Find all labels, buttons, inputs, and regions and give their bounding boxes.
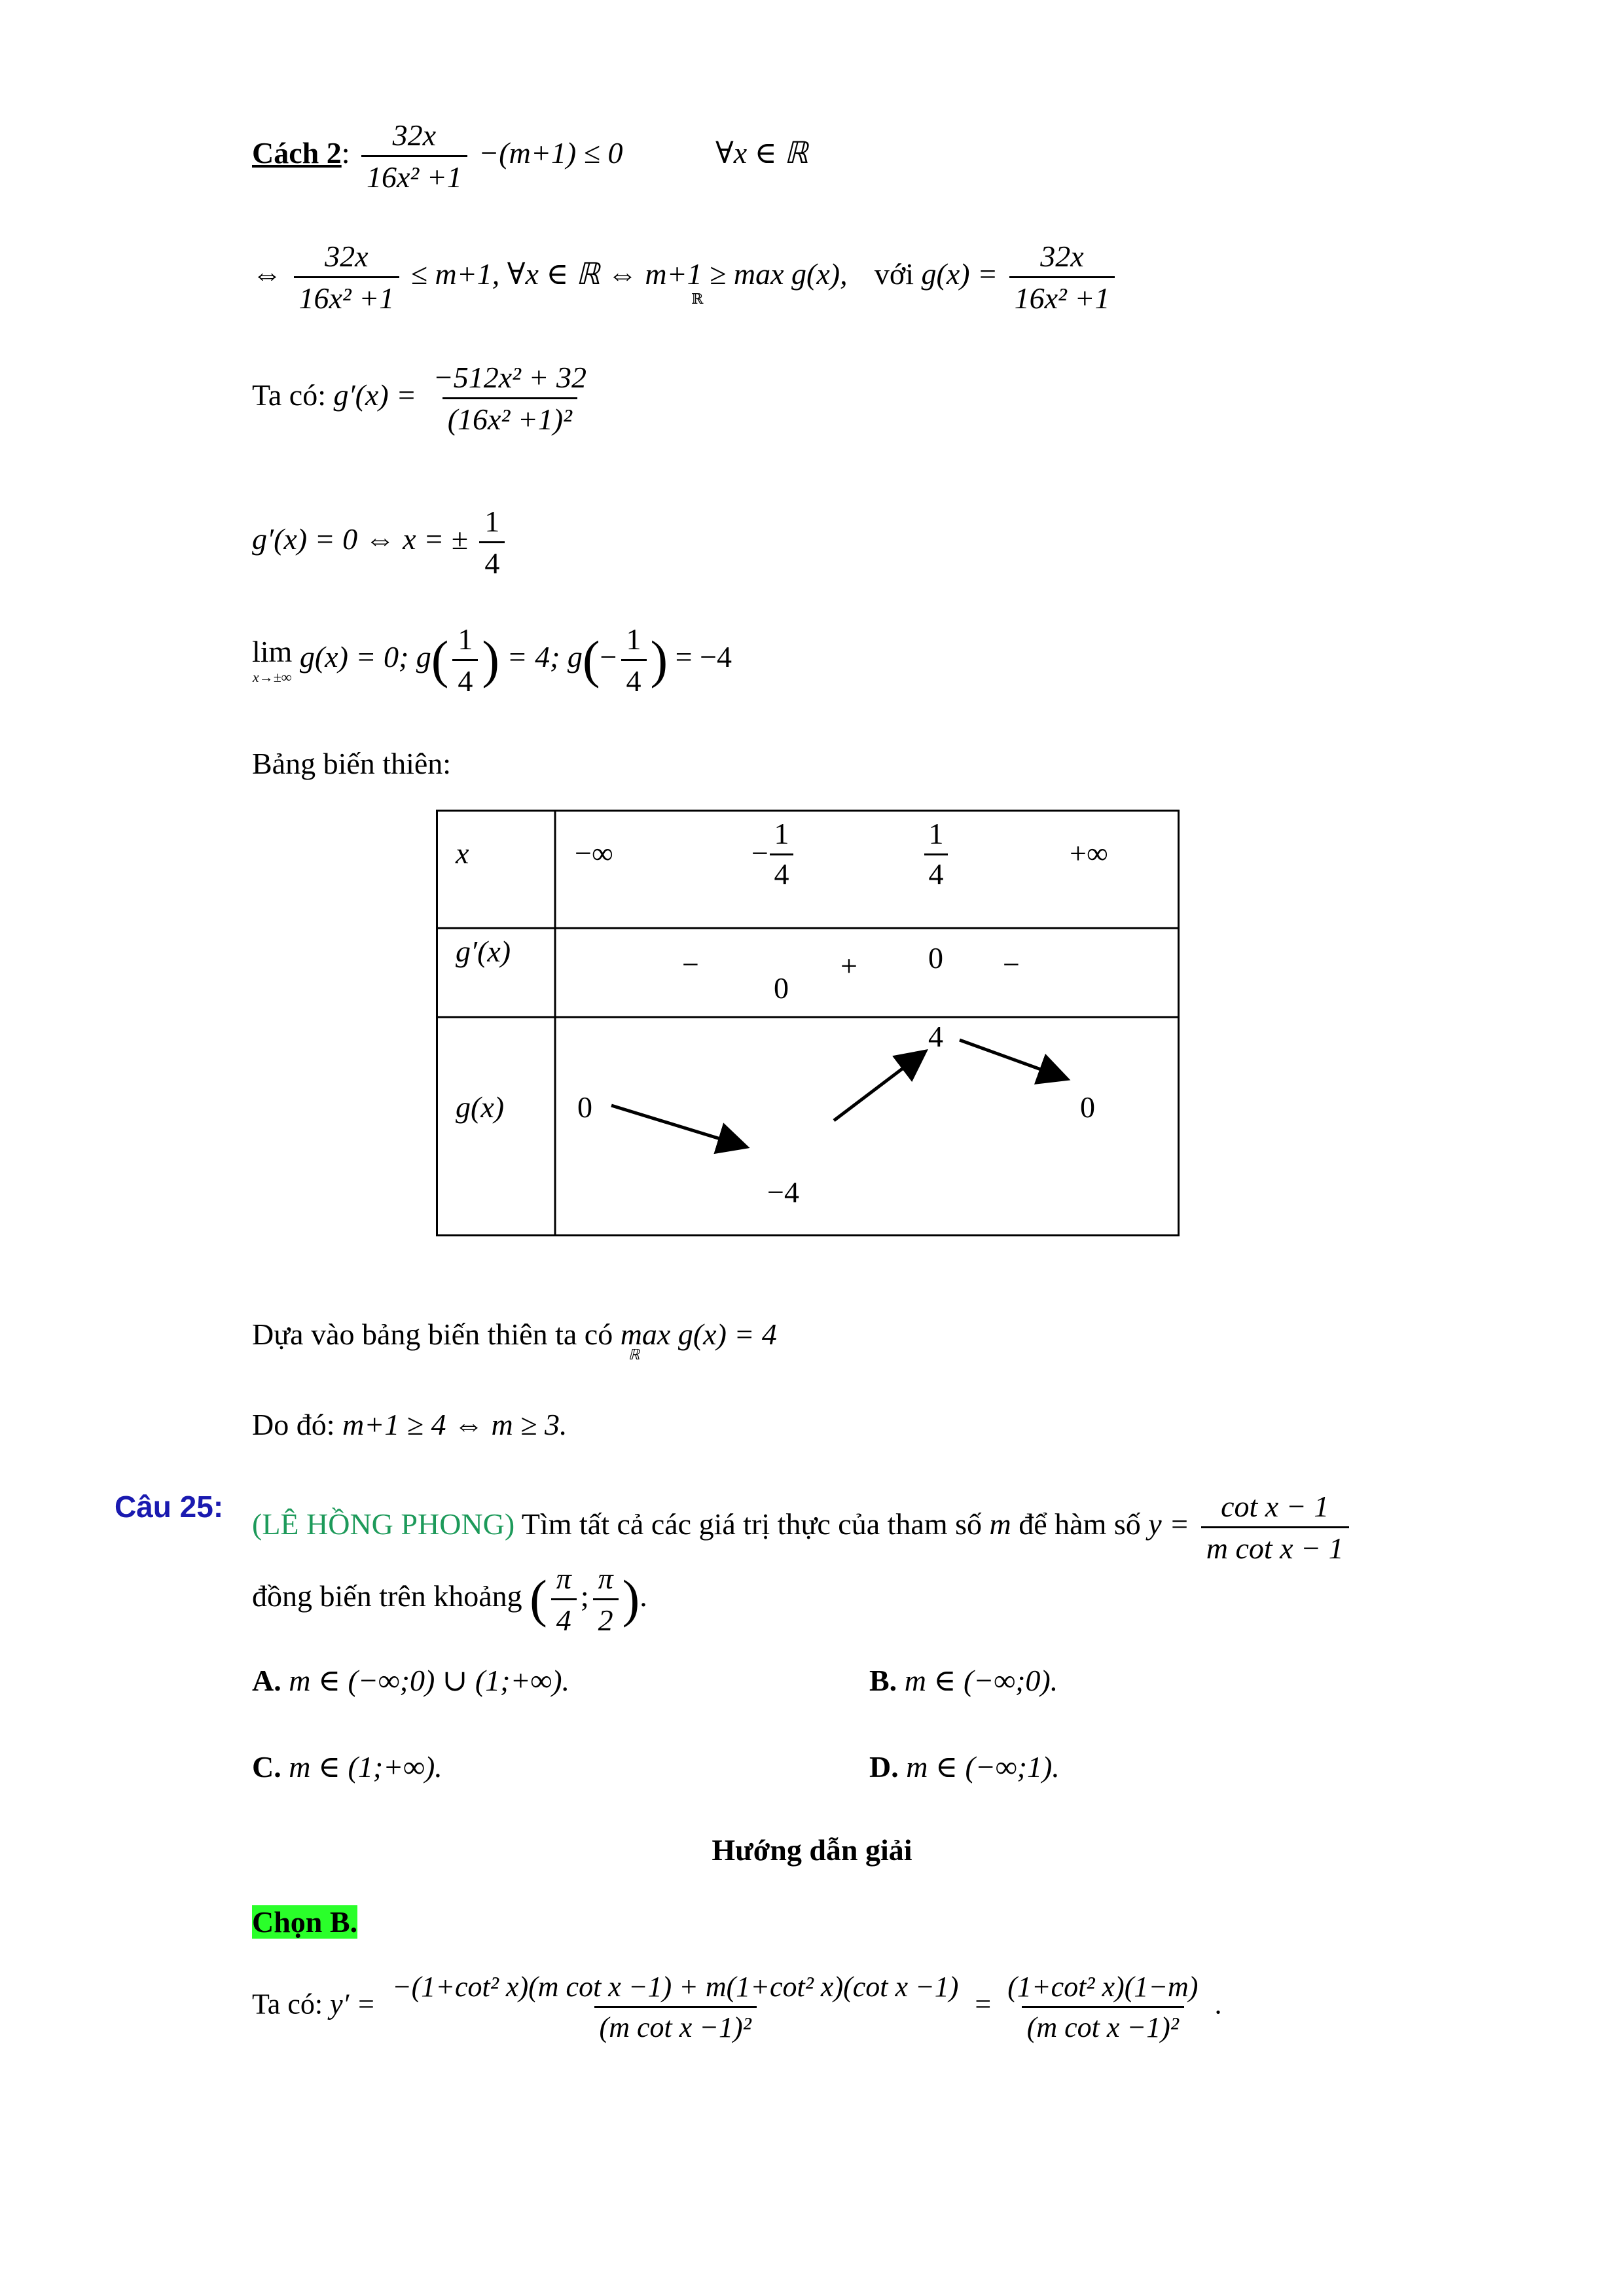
- arrow-up: [834, 1053, 923, 1121]
- paren-close-1: ): [482, 631, 500, 689]
- interval-den1: 4: [551, 1598, 577, 1638]
- paren-open-2: (: [582, 631, 600, 689]
- final-den1: (m cot x −1)²: [594, 2006, 757, 2044]
- x-pos-inf: +∞: [1070, 836, 1108, 870]
- conclusion-2: [252, 1407, 567, 1442]
- equiv-fraction: [294, 239, 400, 315]
- cach2-label: Cách 2: [252, 136, 342, 170]
- guide-heading: Hướng dẫn giải: [712, 1833, 912, 1867]
- final-num1: −(1+cot² x)(m cot x −1) + m(1+cot² x)(cot x −1): [391, 1971, 959, 2003]
- table-grid: [436, 810, 1180, 1236]
- limits-frac2: [621, 622, 647, 698]
- limits-part2: = 4; g: [507, 640, 583, 674]
- g-val-min: −4: [767, 1175, 799, 1209]
- limits-part3: = −4: [675, 640, 732, 674]
- q25-num: cot x − 1: [1221, 1490, 1329, 1523]
- option-c-label: C.: [252, 1750, 281, 1784]
- final-derivative: [252, 1970, 1221, 2044]
- option-a[interactable]: [252, 1662, 569, 1698]
- sign-zero-1: 0: [774, 971, 789, 1005]
- with-word: với: [874, 257, 914, 291]
- cach2-line: [252, 118, 808, 194]
- option-a-label: A.: [252, 1664, 281, 1697]
- q25-line1: [252, 1489, 1353, 1566]
- zeros-fraction: [479, 504, 505, 581]
- x-minus-sign: −: [751, 836, 768, 870]
- derivative-line: [252, 360, 596, 437]
- row-label-g: g(x): [456, 1090, 505, 1124]
- derivative-prefix: Ta có:: [252, 378, 327, 412]
- final-frac1: [387, 1970, 964, 2044]
- limits-line: [252, 622, 732, 698]
- arrow-down-2: [960, 1040, 1064, 1078]
- conclusion-1-expr: max g(x) = 4: [620, 1318, 777, 1351]
- q25-fraction: [1201, 1489, 1349, 1566]
- gx-frac-num: 32x: [1040, 240, 1084, 273]
- q25-den: m cot x − 1: [1201, 1526, 1349, 1566]
- sign-minus-1: −: [682, 948, 699, 981]
- cach2-colon: :: [341, 136, 350, 170]
- equiv-frac-den: 16x² +1: [294, 276, 400, 315]
- x-neg-inf: −∞: [575, 836, 613, 870]
- gx-fraction: [1009, 239, 1115, 315]
- limits-part1: g(x) = 0; g: [299, 640, 431, 674]
- zeros-lhs: g′(x) = 0 ⇔ x = ±: [252, 522, 468, 556]
- row-label-gprime: g′(x): [456, 935, 511, 968]
- interval-num1: π: [556, 1562, 571, 1595]
- cach2-frac-den: 16x² +1: [361, 155, 467, 194]
- sign-zero-2: 0: [928, 941, 943, 975]
- final-den2: (m cot x −1)²: [1022, 2006, 1184, 2044]
- equiv-mid: ≤ m+1, ∀x ∈ ℝ ⇔ m+1 ≥ max g(x),: [410, 257, 848, 291]
- final-lhs: y′ =: [330, 1988, 376, 2020]
- conclusion-1-sub: ℝ: [628, 1346, 640, 1363]
- derivative-fraction: [428, 360, 592, 437]
- limits-num1: 1: [458, 622, 473, 656]
- variation-table: [436, 810, 1180, 1236]
- cach2-frac-num: 32x: [392, 118, 437, 152]
- x-frac2-num: 1: [924, 816, 948, 855]
- q25-m: m: [989, 1507, 1011, 1541]
- paren-open-1: (: [431, 631, 449, 689]
- zeros-den: 4: [479, 541, 505, 581]
- limits-den2: 4: [621, 659, 647, 698]
- conclusion-1: [252, 1317, 777, 1363]
- final-end: .: [1214, 1988, 1222, 2020]
- interval-open: (: [530, 1570, 547, 1628]
- final-prefix: Ta có:: [252, 1988, 323, 2020]
- answer-line: [252, 1905, 357, 1939]
- sign-plus: +: [840, 949, 857, 982]
- lim-word: lim: [252, 635, 293, 668]
- table-title: Bảng biến thiên:: [252, 747, 452, 780]
- q25-period: .: [640, 1579, 647, 1613]
- limits-den1: 4: [452, 659, 478, 698]
- option-d[interactable]: [869, 1749, 1060, 1784]
- conclusion-2-text: Do đó:: [252, 1408, 335, 1441]
- equiv-symbol: ⇔: [252, 257, 282, 291]
- lim-block: [252, 634, 292, 686]
- cach2-rest: −(m+1) ≤ 0: [478, 136, 623, 170]
- arrow-down-1: [611, 1105, 744, 1146]
- gx-frac-den: 16x² +1: [1009, 276, 1115, 315]
- q25-line2: đồng biến trên khoảng ( $\frac{\pi}{4}$ ; $\frac{\pi}{2}$ ).: [252, 1562, 647, 1637]
- g-val-right: 0: [1080, 1090, 1095, 1124]
- q25-text: Tìm tất cả các giá trị thực của tham số: [521, 1507, 982, 1541]
- derivative-num: −512x² + 32: [433, 361, 586, 394]
- conclusion-2-expr: m+1 ≥ 4 ⇔ m ≥ 3.: [342, 1408, 568, 1441]
- max-sub: ℝ: [691, 291, 704, 308]
- interval-den2: 2: [593, 1598, 619, 1638]
- q25-y: y =: [1148, 1507, 1190, 1541]
- q25-line2-text: đồng biến trên khoảng: [252, 1579, 522, 1613]
- interval-num2: π: [598, 1562, 613, 1595]
- option-b-text: m ∈ (−∞;0).: [904, 1664, 1058, 1697]
- final-frac2: [1002, 1970, 1203, 2044]
- conclusion-1-expr-wrap: [620, 1318, 777, 1363]
- option-d-text: m ∈ (−∞;1).: [906, 1750, 1060, 1784]
- limits-num2: 1: [626, 622, 641, 656]
- equivalence-line: [252, 239, 1119, 315]
- option-c[interactable]: [252, 1749, 442, 1784]
- sign-minus-2: −: [1003, 948, 1020, 981]
- cach2-fraction: [361, 118, 467, 194]
- option-d-label: D.: [869, 1750, 899, 1784]
- lim-sub: x→±∞: [252, 669, 292, 685]
- zeros-num: 1: [484, 505, 500, 538]
- derivative-lhs: g′(x) =: [333, 378, 417, 412]
- answer-highlight: Chọn B.: [252, 1905, 358, 1939]
- x-frac1-num: 1: [770, 816, 793, 855]
- cach2-forall: ∀x ∈ ℝ: [715, 136, 808, 170]
- q25-label: Câu 25:: [115, 1490, 224, 1524]
- option-b[interactable]: [869, 1662, 1058, 1698]
- row-label-x: x: [456, 836, 469, 870]
- q25-text2: để hàm số: [1019, 1507, 1141, 1541]
- equiv-frac-num: 32x: [325, 240, 369, 273]
- conclusion-1-text: Dựa vào bảng biến thiên ta có: [252, 1318, 613, 1351]
- derivative-den: (16x² +1)²: [442, 397, 577, 437]
- final-eq: =: [975, 1988, 992, 2020]
- limits-neg: −: [600, 640, 617, 674]
- option-a-text: m ∈ (−∞;0) ∪ (1;+∞).: [289, 1664, 570, 1697]
- option-b-label: B.: [869, 1664, 897, 1697]
- q25-source: (LÊ HỒNG PHONG): [252, 1507, 515, 1541]
- interval-frac1: [551, 1561, 577, 1638]
- x-frac1-den: 4: [774, 857, 789, 891]
- g-val-max: 4: [928, 1020, 943, 1053]
- g-val-left: 0: [577, 1090, 592, 1124]
- interval-frac2: [593, 1561, 619, 1638]
- interval-close: ): [622, 1570, 640, 1628]
- gx-label: g(x) =: [921, 257, 998, 291]
- paren-close-2: ): [650, 631, 668, 689]
- zeros-line: [252, 504, 509, 581]
- option-c-text: m ∈ (1;+∞).: [289, 1750, 442, 1784]
- x-frac2-den: 4: [928, 857, 944, 891]
- limits-frac1: [452, 622, 478, 698]
- final-num2: (1+cot² x)(1−m): [1007, 1971, 1199, 2003]
